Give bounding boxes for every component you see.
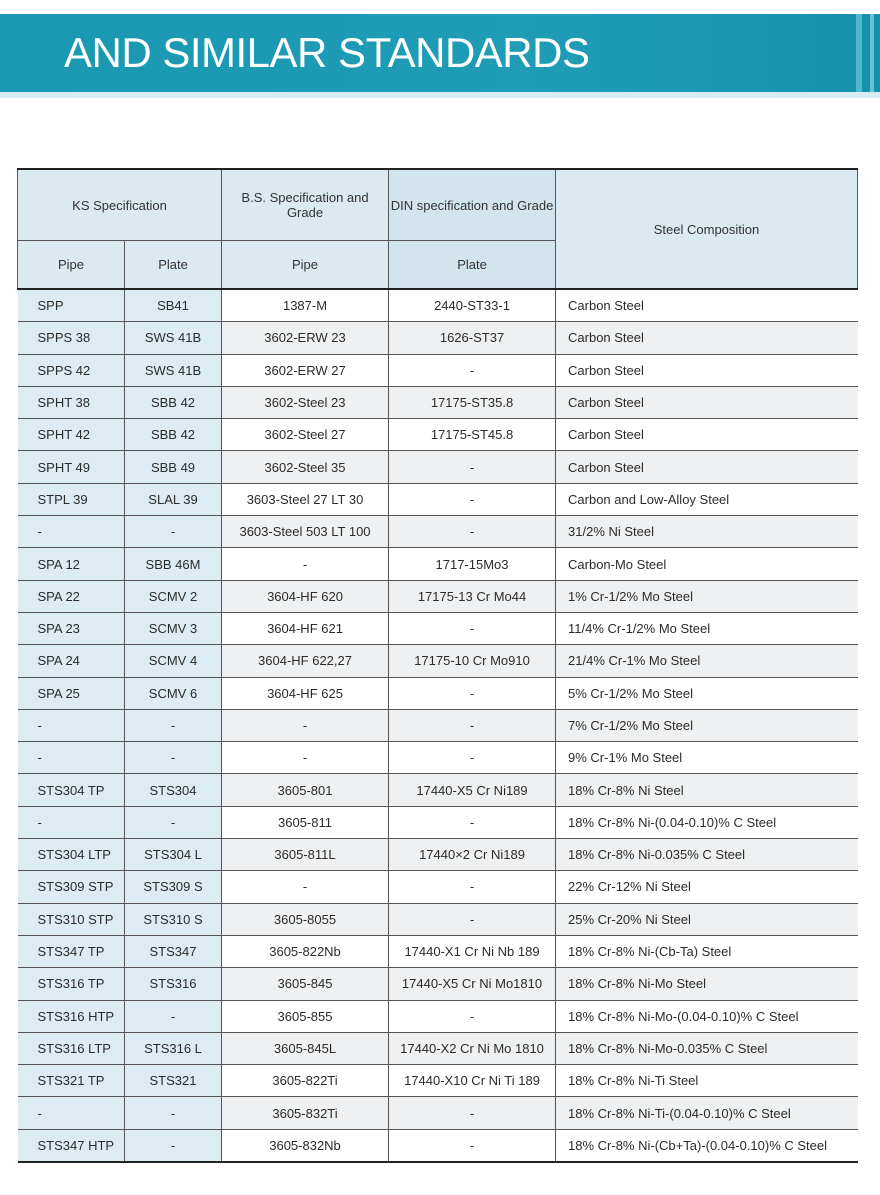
bs-pipe-cell: - [222,742,389,774]
ks-plate-cell: STS321 [125,1065,222,1097]
bs-pipe-cell: 3605-832Ti [222,1097,389,1129]
bs-pipe-cell: 3605-845L [222,1032,389,1064]
header-bs-pipe: Pipe [222,241,389,290]
bs-pipe-cell: - [222,871,389,903]
ks-plate-cell: SLAL 39 [125,483,222,515]
header-ks-pipe: Pipe [18,241,125,290]
din-plate-cell: - [389,1129,556,1162]
table-row [18,419,858,451]
table-row [18,677,858,709]
ks-pipe-cell: SPHT 42 [18,419,125,451]
table-row [18,839,858,871]
page-title: AND SIMILAR STANDARDS [64,29,590,76]
ks-plate-cell: - [125,1000,222,1032]
ks-plate-cell: STS316 L [125,1032,222,1064]
ks-pipe-cell: STS304 LTP [18,839,125,871]
table-row [18,806,858,838]
ks-pipe-cell: SPHT 49 [18,451,125,483]
bs-pipe-cell: 3605-801 [222,774,389,806]
bs-pipe-cell: 3605-822Ti [222,1065,389,1097]
ks-pipe-cell: SPP [18,289,125,322]
bs-pipe-cell: 3605-811L [222,839,389,871]
ks-plate-cell: - [125,516,222,548]
table-row [18,935,858,967]
composition-cell: Carbon Steel [556,322,858,354]
din-plate-cell: 17440-X5 Cr Ni Mo1810 [389,968,556,1000]
banner-accent-bar-thin [870,14,874,92]
ks-pipe-cell: - [18,1097,125,1129]
composition-cell: Carbon Steel [556,386,858,418]
table-row [18,322,858,354]
ks-plate-cell: SCMV 6 [125,677,222,709]
din-plate-cell: 17440-X5 Cr Ni189 [389,774,556,806]
bs-pipe-cell: 3605-845 [222,968,389,1000]
ks-plate-cell: STS347 [125,935,222,967]
din-plate-cell: - [389,903,556,935]
composition-cell: Carbon Steel [556,419,858,451]
composition-cell: 7% Cr-1/2% Mo Steel [556,709,858,741]
din-plate-cell: - [389,516,556,548]
ks-plate-cell: - [125,709,222,741]
ks-pipe-cell: - [18,516,125,548]
bs-pipe-cell: 3604-HF 620 [222,580,389,612]
composition-cell: 11/4% Cr-1/2% Mo Steel [556,612,858,644]
table-row [18,871,858,903]
din-plate-cell: 17175-ST45.8 [389,419,556,451]
ks-plate-cell: - [125,806,222,838]
ks-pipe-cell: SPPS 42 [18,354,125,386]
ks-pipe-cell: SPA 25 [18,677,125,709]
header-din: DIN specification and Grade [389,169,556,241]
din-plate-cell: - [389,677,556,709]
ks-pipe-cell: STS316 HTP [18,1000,125,1032]
ks-plate-cell: - [125,1129,222,1162]
composition-cell: 18% Cr-8% Ni-Mo Steel [556,968,858,1000]
table-row [18,612,858,644]
table-row [18,1032,858,1064]
ks-pipe-cell: STS316 LTP [18,1032,125,1064]
din-plate-cell: - [389,806,556,838]
table-row [18,548,858,580]
table-row [18,1129,858,1162]
ks-plate-cell: SCMV 3 [125,612,222,644]
din-plate-cell: 1626-ST37 [389,322,556,354]
ks-pipe-cell: STS347 HTP [18,1129,125,1162]
table-row [18,516,858,548]
din-plate-cell: 1717-15Mo3 [389,548,556,580]
table-row [18,289,858,322]
ks-plate-cell: - [125,1097,222,1129]
din-plate-cell: - [389,612,556,644]
composition-cell: 18% Cr-8% Ni-0.035% C Steel [556,839,858,871]
ks-pipe-cell: - [18,742,125,774]
din-plate-cell: - [389,871,556,903]
ks-pipe-cell: SPA 23 [18,612,125,644]
din-plate-cell: 2440-ST33-1 [389,289,556,322]
table-row [18,968,858,1000]
composition-cell: 9% Cr-1% Mo Steel [556,742,858,774]
table-row [18,1000,858,1032]
table-row [18,354,858,386]
ks-pipe-cell: SPA 24 [18,645,125,677]
din-plate-cell: - [389,1000,556,1032]
header-bs: B.S. Specification and Grade [222,169,389,241]
din-plate-cell: - [389,742,556,774]
table-row [18,774,858,806]
composition-cell: 18% Cr-8% Ni-Mo-(0.04-0.10)% C Steel [556,1000,858,1032]
din-plate-cell: - [389,1097,556,1129]
composition-cell: 18% Cr-8% Ni Steel [556,774,858,806]
bs-pipe-cell: 3604-HF 622,27 [222,645,389,677]
table-row [18,645,858,677]
banner-shadow [0,92,880,98]
table-row [18,1065,858,1097]
bs-pipe-cell: 3602-Steel 27 [222,419,389,451]
ks-plate-cell: SBB 42 [125,419,222,451]
bs-pipe-cell: 3602-Steel 23 [222,386,389,418]
ks-plate-cell: STS310 S [125,903,222,935]
ks-plate-cell: STS304 L [125,839,222,871]
table-row [18,580,858,612]
ks-pipe-cell: STS347 TP [18,935,125,967]
din-plate-cell: - [389,709,556,741]
ks-pipe-cell: SPPS 38 [18,322,125,354]
bs-pipe-cell: 1387-M [222,289,389,322]
ks-plate-cell: SWS 41B [125,354,222,386]
bs-pipe-cell: 3602-ERW 23 [222,322,389,354]
ks-pipe-cell: STS321 TP [18,1065,125,1097]
bs-pipe-cell: 3603-Steel 27 LT 30 [222,483,389,515]
ks-pipe-cell: - [18,806,125,838]
bs-pipe-cell: - [222,709,389,741]
ks-plate-cell: STS309 S [125,871,222,903]
composition-cell: 18% Cr-8% Ni-(Cb+Ta)-(0.04-0.10)% C Steel [556,1129,858,1162]
ks-plate-cell: STS316 [125,968,222,1000]
din-plate-cell: - [389,483,556,515]
ks-pipe-cell: SPA 12 [18,548,125,580]
composition-cell: 1% Cr-1/2% Mo Steel [556,580,858,612]
ks-pipe-cell: STS316 TP [18,968,125,1000]
bs-pipe-cell: 3602-Steel 35 [222,451,389,483]
ks-plate-cell: SBB 42 [125,386,222,418]
bs-pipe-cell: 3603-Steel 503 LT 100 [222,516,389,548]
din-plate-cell: 17440×2 Cr Ni189 [389,839,556,871]
composition-cell: 18% Cr-8% Ni-Ti Steel [556,1065,858,1097]
composition-cell: 18% Cr-8% Ni-Mo-0.035% C Steel [556,1032,858,1064]
din-plate-cell: 17175-10 Cr Mo910 [389,645,556,677]
composition-cell: Carbon-Mo Steel [556,548,858,580]
header-ks: KS Specification [18,169,222,241]
banner-accent-bar [856,14,862,92]
bs-pipe-cell: 3605-832Nb [222,1129,389,1162]
composition-cell: 18% Cr-8% Ni-Ti-(0.04-0.10)% C Steel [556,1097,858,1129]
composition-cell: 22% Cr-12% Ni Steel [556,871,858,903]
bs-pipe-cell: - [222,548,389,580]
header-ks-plate: Plate [125,241,222,290]
table-row [18,742,858,774]
ks-pipe-cell: STPL 39 [18,483,125,515]
din-plate-cell: 17440-X10 Cr Ni Ti 189 [389,1065,556,1097]
ks-pipe-cell: SPA 22 [18,580,125,612]
ks-plate-cell: SWS 41B [125,322,222,354]
ks-pipe-cell: STS309 STP [18,871,125,903]
din-plate-cell: 17440-X1 Cr Ni Nb 189 [389,935,556,967]
composition-cell: 21/4% Cr-1% Mo Steel [556,645,858,677]
composition-cell: Carbon Steel [556,289,858,322]
title-banner [0,14,880,92]
ks-plate-cell: SBB 49 [125,451,222,483]
composition-cell: 18% Cr-8% Ni-(0.04-0.10)% C Steel [556,806,858,838]
bs-pipe-cell: 3605-8055 [222,903,389,935]
composition-cell: 25% Cr-20% Ni Steel [556,903,858,935]
composition-cell: Carbon and Low-Alloy Steel [556,483,858,515]
composition-cell: Carbon Steel [556,354,858,386]
ks-plate-cell: SCMV 2 [125,580,222,612]
standards-table [17,168,858,1163]
ks-plate-cell: SCMV 4 [125,645,222,677]
ks-plate-cell: STS304 [125,774,222,806]
din-plate-cell: - [389,451,556,483]
ks-pipe-cell: SPHT 38 [18,386,125,418]
ks-pipe-cell: - [18,709,125,741]
header-composition: Steel Composition [556,169,858,289]
din-plate-cell: 17175-ST35.8 [389,386,556,418]
ks-plate-cell: SB41 [125,289,222,322]
din-plate-cell: - [389,354,556,386]
ks-pipe-cell: STS304 TP [18,774,125,806]
ks-plate-cell: SBB 46M [125,548,222,580]
composition-cell: 5% Cr-1/2% Mo Steel [556,677,858,709]
bs-pipe-cell: 3605-811 [222,806,389,838]
table-row [18,483,858,515]
header-din-plate: Plate [389,241,556,290]
composition-cell: 18% Cr-8% Ni-(Cb-Ta) Steel [556,935,858,967]
table-row [18,386,858,418]
bs-pipe-cell: 3602-ERW 27 [222,354,389,386]
ks-plate-cell: - [125,742,222,774]
bs-pipe-cell: 3605-855 [222,1000,389,1032]
table-row [18,1097,858,1129]
table-row [18,451,858,483]
composition-cell: 31/2% Ni Steel [556,516,858,548]
bs-pipe-cell: 3605-822Nb [222,935,389,967]
bs-pipe-cell: 3604-HF 621 [222,612,389,644]
bs-pipe-cell: 3604-HF 625 [222,677,389,709]
din-plate-cell: 17440-X2 Cr Ni Mo 1810 [389,1032,556,1064]
table-row [18,903,858,935]
ks-pipe-cell: STS310 STP [18,903,125,935]
composition-cell: Carbon Steel [556,451,858,483]
table-row [18,709,858,741]
din-plate-cell: 17175-13 Cr Mo44 [389,580,556,612]
table-body [18,289,858,1162]
